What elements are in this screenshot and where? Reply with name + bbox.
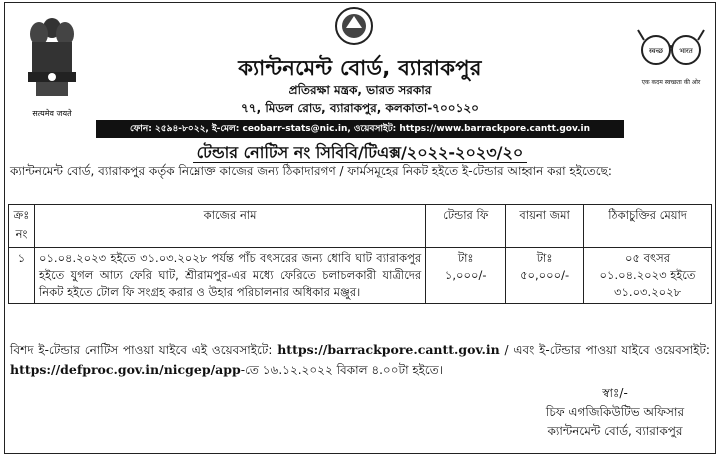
tender-table	[8, 204, 712, 304]
period-duration: ০৫ বৎসর	[625, 251, 671, 265]
footer-text-a: বিশদ ই-টেন্ডার নোটিস পাওয়া যাইবে এই ওয়েবসাইটে:	[10, 343, 273, 357]
col-contract-period: ঠিকাচুক্তির মেয়াদ	[584, 205, 712, 248]
state-emblem	[12, 6, 92, 134]
notice-intro: ক্যান্টনমেন্ট বোর্ড, ব্যারাকপুর কর্তৃক নিম্নোক্ত কাজের জন্য ঠিকাদারগণ / ফার্মসমূহের নিকট হইতে ই-টেন্ডার আহ্বান করা হইতেছে:	[10, 164, 612, 178]
footer-url-b[interactable]: https://defproc.gov.in/nicgep/app	[10, 362, 241, 377]
swachh-bharat-logo	[626, 22, 716, 102]
emblem-motto: सत्यमेव जयते	[32, 109, 72, 118]
col-tender-fee: টেন্ডার ফি	[426, 205, 506, 248]
period-from: ০১.০৪.২০২৩ হইতে	[599, 268, 696, 282]
signature-sd: স্বাঃ/-	[602, 386, 628, 400]
period-to: ৩১.০৩.২০২৮	[613, 285, 682, 299]
row-work-description: ০১.০৪.২০২৩ হইতে ৩১.০৩.২০২৮ পর্যন্ত পাঁচ বৎসরের জন্য ধোবি ঘাট ব্যারাকপুর হইতে যুগল আঢ্য ফেরি ঘাট, শ্রীরামপুর-এর মধ্যে ফেরিতে চলাচলকারী যাত্রীদের নিকট হইতে টোল ফি সংগ্রহ করার ও উহার পরিচালনার অধিকার মঞ্জুর।	[34, 248, 425, 304]
ministry-line: প্রতিরক্ষা মন্ত্রক, ভারত সরকার	[288, 83, 432, 97]
letterhead-center	[96, 4, 624, 136]
fee-currency: টাঃ	[457, 251, 474, 265]
contact-bar: ফোন: ২৫৯৪-৮০২২, ই-মেল: ceobarr-stats@nic.in, ওয়েবসাইট: https://www.barrackpore.cantt.gov.in	[96, 120, 624, 138]
footer-note	[10, 340, 710, 380]
emd-amount: ৫০,০০০/-	[520, 268, 570, 282]
emd-currency: টাঃ	[536, 251, 553, 265]
table-header-row	[9, 205, 712, 248]
fee-amount: ১,০০০/-	[444, 268, 487, 282]
row-earnest-money	[506, 248, 584, 304]
footer-url-a[interactable]: https://barrackpore.cantt.gov.in	[277, 342, 500, 357]
table-row	[9, 248, 712, 304]
signatory-designation: চিফ এগজিকিউটিভ অফিসার	[545, 405, 685, 419]
sbm-tagline: एक कदम स्वच्छता की ओर	[641, 79, 701, 86]
spectacles-icon	[636, 22, 706, 72]
row-contract-period	[584, 248, 712, 304]
col-earnest-money: বায়না জমা	[506, 205, 584, 248]
signatory-office: ক্যান্টনমেন্ট বোর্ড, ব্যারাকপুর	[547, 424, 683, 438]
footer-text-c: -তে ১৬.১২.২০২২ বিকাল ৪.০০টা হইতে।	[240, 363, 444, 377]
footer-text-b: / এবং ই-টেন্ডার পাওয়া যাইবে ওয়েবসাইট:	[504, 343, 710, 357]
letterhead	[4, 2, 716, 136]
signature-block	[520, 384, 710, 441]
col-serial: ক্রঃ নং	[9, 205, 35, 248]
lion-capital-icon	[22, 6, 82, 106]
office-title: ক্যান্টনমেন্ট বোর্ড, ব্যারাকপুর	[238, 56, 482, 80]
notice-number: টেন্ডার নোটিস নং সিবিবি/টিএক্স/২০২২-২০২৩/২০	[193, 143, 528, 163]
address-line: ৭৭, মিডল রোড, ব্যারাকপুর, কলকাতা-৭০০১২০	[241, 101, 479, 115]
cantonment-crest-icon	[334, 6, 374, 46]
row-tender-fee	[426, 248, 506, 304]
sbm-word-right: भारत	[679, 47, 693, 55]
sbm-word-left: स्वच्छ	[648, 47, 664, 55]
col-work-name: কাজের নাম	[34, 205, 425, 248]
row-serial: ১	[9, 248, 35, 304]
